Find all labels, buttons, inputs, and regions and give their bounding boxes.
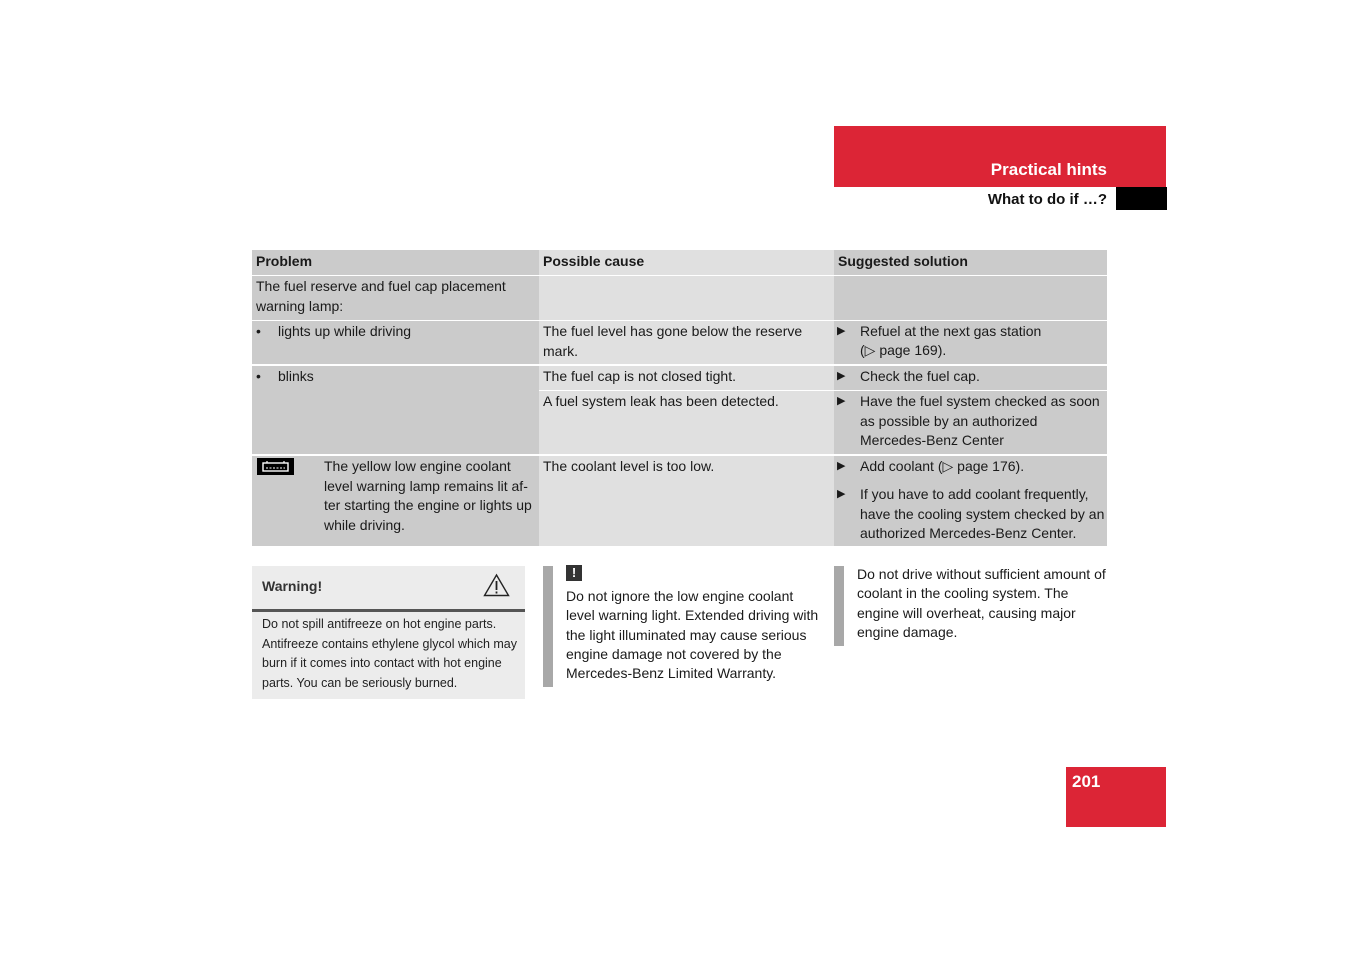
coolant-level-warning-lamp-icon xyxy=(257,458,294,475)
column-header-problem: Problem xyxy=(252,250,539,275)
problem-text: The yellow low engine coolant level warning lamp remains lit af-ter starting the engine or lights up while driving. xyxy=(324,458,532,533)
solution-text: Have the fuel system checked as soon as possible by an authorized Mercedes-Benz Center xyxy=(860,393,1100,448)
solution-text: Check the fuel cap. xyxy=(860,368,980,384)
problem-text: blinks xyxy=(278,368,314,384)
table-row-1-problem xyxy=(252,321,539,364)
arrow-right-icon: ▶ xyxy=(837,370,846,382)
table-row-2a-cause: The fuel cap is not closed tight. xyxy=(539,366,834,390)
header-black-tab xyxy=(1116,187,1167,210)
table-row-3-solution xyxy=(834,456,1107,546)
note-text: Do not drive without sufficient amount of coolant in the cooling system. The engine will overheat, causing major engine damage. xyxy=(857,566,1106,640)
table-row-intro-cause xyxy=(539,276,834,320)
bullet: • xyxy=(256,368,261,384)
solution-text: Add coolant (▷ page 176). xyxy=(860,458,1025,474)
warning-triangle-icon xyxy=(483,573,510,602)
table-row-2b-cause: A fuel system leak has been detected. xyxy=(539,391,834,454)
table-row-2-problem xyxy=(252,366,539,454)
solution-text: If you have to add coolant frequently, have the cooling system checked by an authorized Mercedes-Benz Center. xyxy=(860,486,1105,541)
table-row-intro-problem: The fuel reserve and fuel cap placement warning lamp: xyxy=(252,276,539,320)
table-row-1-solution xyxy=(834,321,1107,364)
subsection-title: What to do if …? xyxy=(987,191,1107,208)
arrow-right-icon: ▶ xyxy=(837,395,846,407)
arrow-right-icon: ▶ xyxy=(837,460,846,472)
table-row-2a-solution xyxy=(834,366,1107,390)
page-number: 201 xyxy=(1072,772,1101,791)
table-row-2b-solution xyxy=(834,391,1107,454)
table-row-3-problem xyxy=(252,456,539,546)
solution-text: Refuel at the next gas station xyxy=(860,323,1042,339)
table-row-3-cause: The coolant level is too low. xyxy=(539,456,834,546)
warning-title: Warning! xyxy=(262,578,323,594)
arrow-right-icon: ▶ xyxy=(837,325,846,337)
section-title: Practical hints xyxy=(990,160,1107,179)
table-row-1-cause: The fuel level has gone below the reserve mark. xyxy=(539,321,834,364)
warning-text: Do not spill antifreeze on hot engine parts. Antifreeze contains ethylene glycol which may burn if it comes into contact with hot engine parts. You can be seriously burned. xyxy=(262,617,517,690)
column-header-solution: Suggested solution xyxy=(834,250,1107,275)
note-bar xyxy=(834,566,844,646)
solution-page-ref: (▷ page 169). xyxy=(860,342,947,358)
table-row-intro-solution xyxy=(834,276,1107,320)
arrow-right-icon: ▶ xyxy=(837,488,846,500)
exclamation-icon: ! xyxy=(566,565,582,581)
notice-text: Do not ignore the low engine coolant level warning light. Extended driving with the light illuminated may cause serious engine damage not covered by the Mercedes-Benz Limited Warranty. xyxy=(566,588,819,682)
notice-bar xyxy=(543,566,553,687)
problem-text: lights up while driving xyxy=(278,323,412,339)
column-header-cause: Possible cause xyxy=(539,250,834,275)
bullet: • xyxy=(256,323,261,339)
